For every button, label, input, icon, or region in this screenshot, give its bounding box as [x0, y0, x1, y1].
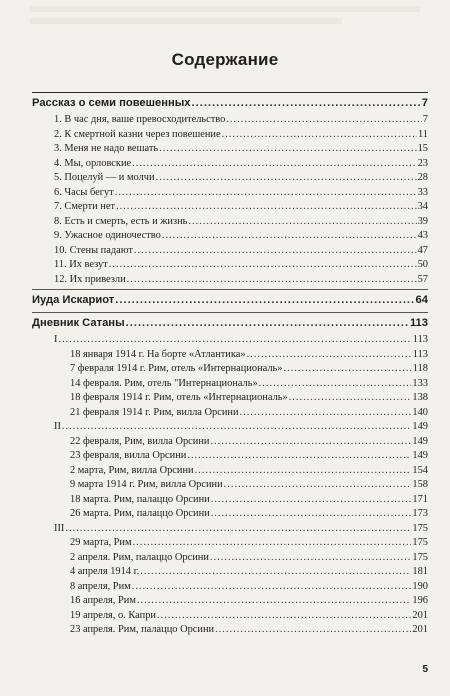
toc-entry-page: 138	[412, 392, 428, 403]
dot-leader	[224, 478, 412, 491]
toc-entry-page: 149	[412, 435, 428, 447]
toc-entry[interactable]	[70, 580, 428, 593]
toc-entry-title: I	[54, 334, 58, 345]
toc-entry-title: Иуда Искариот	[32, 294, 115, 306]
toc-entry-title: 1. В час дня, ваше превосходительство	[54, 114, 226, 125]
dot-leader	[211, 507, 412, 520]
dot-leader	[127, 273, 417, 286]
toc-entry-page: 43	[417, 230, 428, 241]
dot-leader	[109, 258, 417, 271]
toc-entry-title: 8. Есть и смерть, есть и жизнь	[54, 215, 188, 227]
toc-entry-page: 57	[417, 273, 428, 285]
toc-entry-page: 196	[412, 595, 428, 606]
toc-entry-page: 113	[412, 334, 428, 345]
toc-entry-page: 201	[412, 624, 428, 635]
toc-entry-page: 7	[422, 114, 428, 125]
dot-leader	[65, 522, 411, 535]
toc-entry-title: Дневник Сатаны	[32, 317, 125, 329]
toc-entry-page: 149	[412, 421, 428, 432]
toc-entry-page: 118	[412, 363, 428, 374]
section-divider	[32, 312, 428, 313]
toc-entry-title: 11. Их везут	[54, 259, 108, 270]
dot-leader	[210, 435, 411, 448]
dot-leader	[210, 551, 412, 564]
dot-leader	[215, 623, 411, 636]
toc-entry[interactable]	[70, 609, 428, 622]
toc-entry[interactable]	[70, 493, 428, 506]
dot-leader	[115, 186, 417, 199]
toc-entry[interactable]	[70, 362, 428, 375]
toc-entry-title: 18 января 1914 г. На борте «Атлантика»	[70, 348, 246, 360]
toc-entry[interactable]	[54, 273, 428, 286]
toc-entry-page: 64	[415, 294, 428, 306]
toc-entry[interactable]	[54, 186, 428, 199]
toc-entry[interactable]	[70, 536, 428, 549]
toc-entry-title: 8 апреля, Рим	[70, 580, 131, 592]
toc-entry-page: 15	[417, 143, 428, 154]
section-divider	[32, 289, 428, 290]
toc-entry-title: 4 апреля 1914 г.	[70, 566, 140, 577]
dot-leader	[211, 493, 412, 506]
toc-entry-title: 26 марта. Рим, палаццо Орсини	[70, 508, 210, 519]
toc-entry[interactable]	[70, 406, 428, 419]
toc-entry[interactable]	[70, 348, 428, 361]
toc-section[interactable]	[32, 294, 428, 307]
page-title: Содержание	[171, 50, 279, 69]
toc-entry-page: 39	[417, 215, 428, 227]
dot-leader	[289, 391, 412, 404]
toc-entry-title: 5. Поцелуй — и молчи	[54, 172, 155, 183]
toc-entry-page: 28	[417, 172, 428, 183]
toc-entry-title: 19 апреля, о. Капри	[70, 609, 156, 621]
toc-entry-title: 21 февраля 1914 г. Рим, вилла Орсини	[70, 406, 239, 418]
dot-leader	[157, 609, 411, 622]
dot-leader	[156, 171, 417, 184]
toc-entry[interactable]	[70, 391, 428, 404]
toc-entry-title: 18 февраля 1914 г. Рим, отель «Интернациональ»	[70, 392, 288, 403]
bleed-through-text	[30, 4, 420, 34]
toc-entry-title: 6. Часы бегут	[54, 186, 114, 198]
toc-entry-page: 158	[412, 479, 428, 490]
toc-entry-page: 50	[417, 259, 428, 270]
toc-entry-page: 149	[412, 450, 428, 461]
toc-entry-page: 113	[409, 317, 428, 329]
dot-leader	[192, 97, 421, 110]
toc-entry-title: 3. Меня не надо вешать	[54, 143, 159, 154]
toc-section[interactable]	[32, 317, 428, 330]
dot-leader	[58, 333, 411, 346]
toc-entry-page: 175	[412, 537, 428, 548]
toc-entry[interactable]	[54, 200, 428, 213]
toc-entry-page: 34	[417, 201, 428, 212]
page-number: 5	[422, 664, 428, 675]
toc-entry[interactable]	[54, 171, 428, 184]
toc-entry[interactable]	[54, 229, 428, 242]
toc-entry-title: 14 февраля. Рим, отель "Интернациональ»	[70, 377, 258, 389]
toc-entry[interactable]	[54, 258, 428, 271]
toc-entry-title: 12. Их привезли	[54, 273, 126, 285]
toc-entry[interactable]	[70, 464, 428, 477]
dot-leader	[126, 317, 409, 330]
toc-entry-page: 33	[417, 186, 428, 198]
dot-leader	[133, 536, 412, 549]
dot-leader	[132, 157, 416, 170]
toc-entry-title: 22 февраля, Рим, вилла Орсини	[70, 435, 210, 447]
dot-leader	[195, 464, 412, 477]
dot-leader	[188, 215, 416, 228]
toc-entry[interactable]	[70, 565, 428, 578]
toc-entry-title: 10. Стены падают	[54, 244, 133, 256]
toc-entry-page: 181	[412, 566, 428, 577]
dot-leader	[284, 362, 412, 375]
toc-entry[interactable]	[54, 113, 428, 126]
toc-entry-title: 2 марта, Рим, вилла Орсини	[70, 464, 194, 476]
toc-entry-page: 133	[412, 377, 428, 389]
toc-entry-page: 171	[412, 493, 428, 505]
toc-entry[interactable]	[70, 594, 428, 607]
toc-entry-title: 29 марта, Рим	[70, 537, 132, 548]
toc-entry[interactable]	[70, 435, 428, 448]
toc-entry[interactable]	[54, 157, 428, 170]
dot-leader	[222, 128, 417, 141]
toc-entry[interactable]	[54, 522, 428, 535]
toc-entry[interactable]	[70, 551, 428, 564]
toc-entry[interactable]	[54, 420, 428, 433]
toc-entry-page: 190	[412, 580, 428, 592]
toc-entry-title: 23 февраля, вилла Орсини	[70, 450, 187, 461]
toc-entry[interactable]	[70, 623, 428, 636]
dot-leader	[159, 142, 416, 155]
toc-entry-title: 7. Смерти нет	[54, 201, 115, 212]
toc-entry-title: 9. Ужасное одиночество	[54, 230, 161, 241]
dot-leader	[116, 200, 417, 213]
toc-section[interactable]	[32, 97, 428, 110]
dot-leader	[259, 377, 412, 390]
toc-entry-title: 2. К смертной казни через повешение	[54, 128, 221, 140]
dot-leader	[115, 294, 414, 307]
toc-entry-page: 154	[412, 464, 428, 476]
dot-leader	[187, 449, 411, 462]
toc-entry-page: 47	[417, 244, 428, 256]
dot-leader	[226, 113, 421, 126]
toc-entry-page: 11	[417, 128, 428, 140]
toc-entry-title: Рассказ о семи повешенных	[32, 97, 191, 109]
toc-entry-page: 113	[412, 348, 428, 360]
toc-entry-title: 9 марта 1914 г. Рим, вилла Орсини	[70, 479, 223, 490]
toc-entry-title: 23 апреля. Рим, палаццо Орсини	[70, 624, 215, 635]
toc-entry-title: II	[54, 421, 61, 432]
toc-entry[interactable]	[70, 478, 428, 491]
toc-entry-title: 16 апреля, Рим	[70, 595, 136, 606]
dot-leader	[62, 420, 411, 433]
toc-entry-page: 173	[412, 508, 428, 519]
toc-entry[interactable]	[54, 128, 428, 141]
toc-entry-page: 175	[412, 522, 428, 534]
dot-leader	[140, 565, 411, 578]
toc-entry[interactable]	[54, 244, 428, 257]
toc-entry[interactable]	[70, 449, 428, 462]
toc-entry-page: 175	[412, 551, 428, 563]
toc-entry-title: 4. Мы, орловские	[54, 157, 132, 169]
top-rule	[32, 92, 428, 93]
toc-entry[interactable]	[54, 333, 428, 346]
toc-entry-title: 2 апреля. Рим, палаццо Орсини	[70, 551, 209, 563]
toc-entry-page: 7	[421, 97, 428, 109]
dot-leader	[132, 580, 412, 593]
toc-entry-title: 18 марта. Рим, палаццо Орсини	[70, 493, 210, 505]
toc-entry-page: 23	[417, 157, 428, 169]
toc-entry[interactable]	[54, 215, 428, 228]
dot-leader	[162, 229, 417, 242]
toc-entry[interactable]	[54, 142, 428, 155]
toc-entry[interactable]	[70, 377, 428, 390]
dot-leader	[134, 244, 417, 257]
toc-entry-page: 140	[412, 406, 428, 418]
dot-leader	[137, 594, 412, 607]
dot-leader	[240, 406, 412, 419]
dot-leader	[247, 348, 412, 361]
toc-entry-page: 201	[412, 609, 428, 621]
toc-entry[interactable]	[70, 507, 428, 520]
toc-entry-title: 7 февраля 1914 г. Рим, отель «Интернациональ»	[70, 363, 283, 374]
toc-entry-title: III	[54, 522, 65, 534]
